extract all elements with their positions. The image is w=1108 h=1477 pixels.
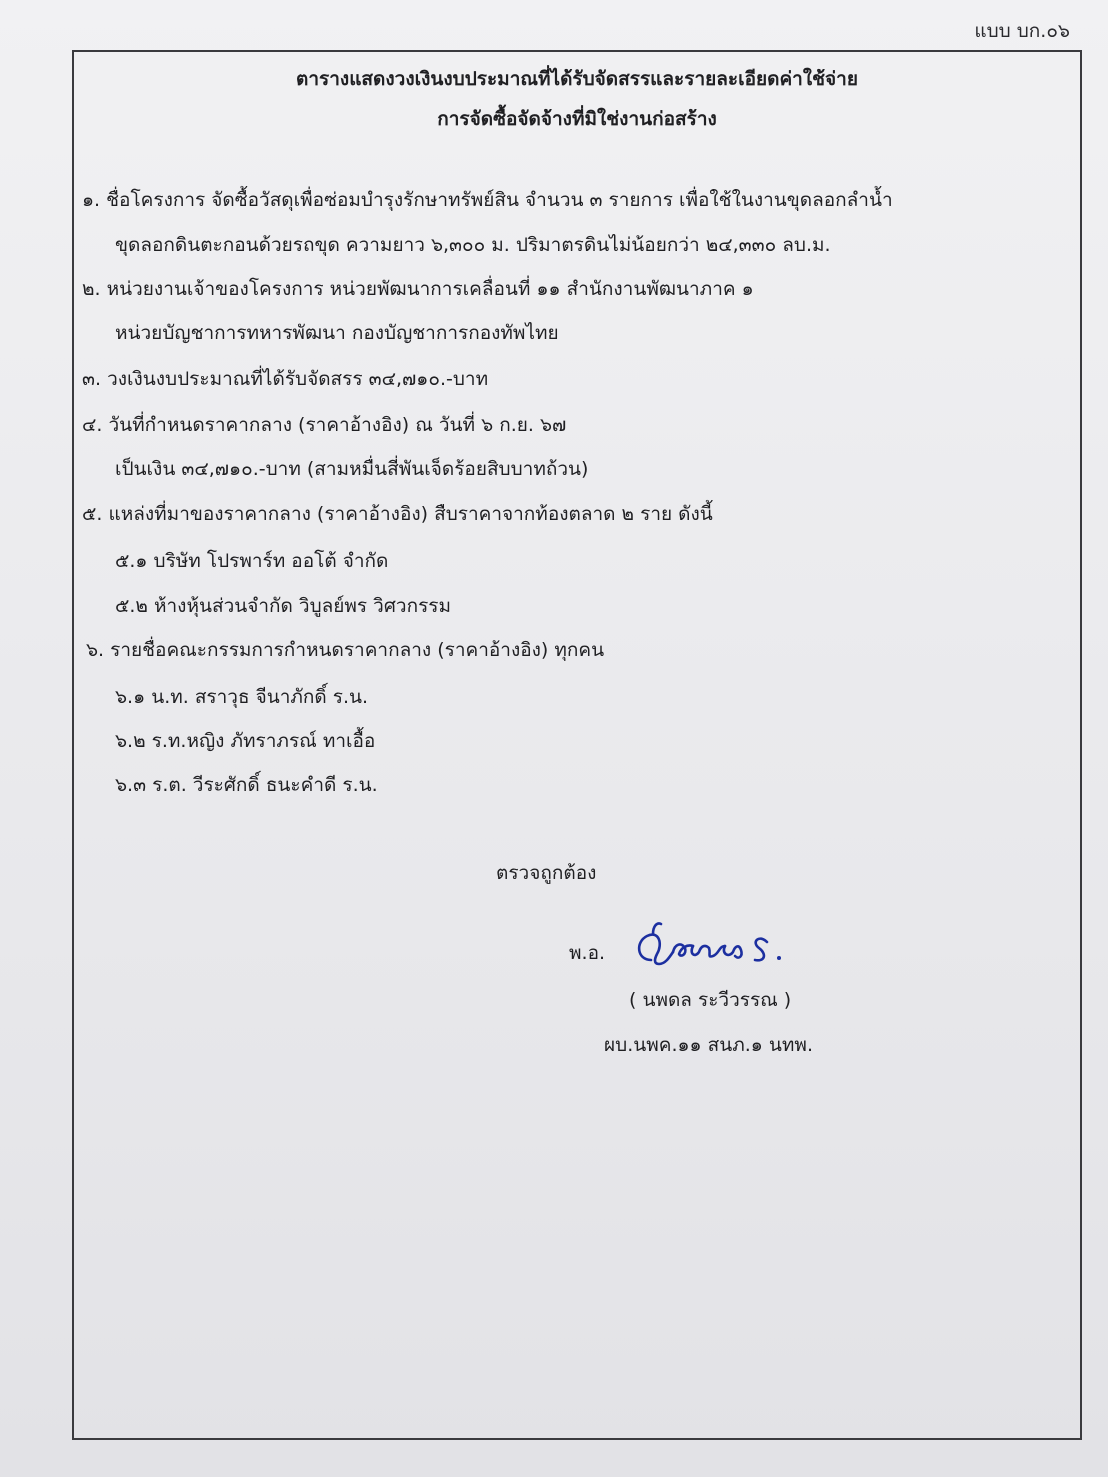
signer-name: ( นพดล ระวีวรรณ ) — [629, 989, 792, 1011]
item-5-2-vendor: ๕.๒ ห้างหุ้นส่วนจำกัด วิบูลย์พร วิศวกรรม — [115, 595, 452, 617]
item-5-1-vendor: ๕.๑ บริษัท โปรพาร์ท ออโต้ จำกัด — [115, 550, 389, 572]
handwritten-signature — [629, 920, 819, 980]
item-1-project-name: ๑. ชื่อโครงการ จัดซื้อวัสดุเพื่อซ่อมบำรุงรักษาทรัพย์สิน จำนวน ๓ รายการ เพื่อใช้ในงานขุดลอกลำน้ำ — [82, 189, 893, 211]
item-2-owner-unit: ๒. หน่วยงานเจ้าของโครงการ หน่วยพัฒนาการเคลื่อนที่ ๑๑ สำนักงานพัฒนาภาค ๑ — [82, 278, 754, 300]
item-6-committee: ๖. รายชื่อคณะกรรมการกำหนดราคากลาง (ราคาอ้างอิง) ทุกคน — [86, 639, 605, 661]
signer-position: ผบ.นพค.๑๑ สนภ.๑ นทพ. — [604, 1034, 813, 1056]
item-5-price-source: ๕. แหล่งที่มาของราคากลาง (ราคาอ้างอิง) สืบราคาจากท้องตลาด ๒ ราย ดังนี้ — [82, 503, 713, 525]
item-6-2-member: ๖.๒ ร.ท.หญิง ภัทราภรณ์ ทาเอื้อ — [115, 730, 376, 752]
verified-label: ตรวจถูกต้อง — [496, 862, 597, 884]
item-3-budget: ๓. วงเงินงบประมาณที่ได้รับจัดสรร ๓๔,๗๑๐.-บาท — [82, 368, 489, 390]
title-line-1: ตารางแสดงวงเงินงบประมาณที่ได้รับจัดสรรและรายละเอียดค่าใช้จ่าย — [296, 68, 858, 90]
item-6-3-member: ๖.๓ ร.ต. วีระศักดิ์ ธนะคำดี ร.น. — [115, 774, 378, 796]
form-code: แบบ บก.๐๖ — [974, 20, 1070, 42]
item-4-reference-date: ๔. วันที่กำหนดราคากลาง (ราคาอ้างอิง) ณ วันที่ ๖ ก.ย. ๖๗ — [82, 414, 567, 436]
signer-rank: พ.อ. — [569, 942, 606, 964]
item-4-amount: เป็นเงิน ๓๔,๗๑๐.-บาท (สามหมื่นสี่พันเจ็ดร้อยสิบบาทถ้วน) — [115, 458, 589, 480]
title-line-2: การจัดซื้อจัดจ้างที่มิใช่งานก่อสร้าง — [437, 108, 717, 130]
item-2-owner-unit-cont: หน่วยบัญชาการทหารพัฒนา กองบัญชาการกองทัพไทย — [115, 322, 559, 344]
document-frame — [72, 50, 1082, 1440]
item-6-1-member: ๖.๑ น.ท. สราวุธ จีนาภักดิ์ ร.น. — [115, 686, 369, 708]
item-1-project-detail: ขุดลอกดินตะกอนด้วยรถขุด ความยาว ๖,๓๐๐ ม. ปริมาตรดินไม่น้อยกว่า ๒๔,๓๓๐ ลบ.ม. — [115, 234, 831, 256]
